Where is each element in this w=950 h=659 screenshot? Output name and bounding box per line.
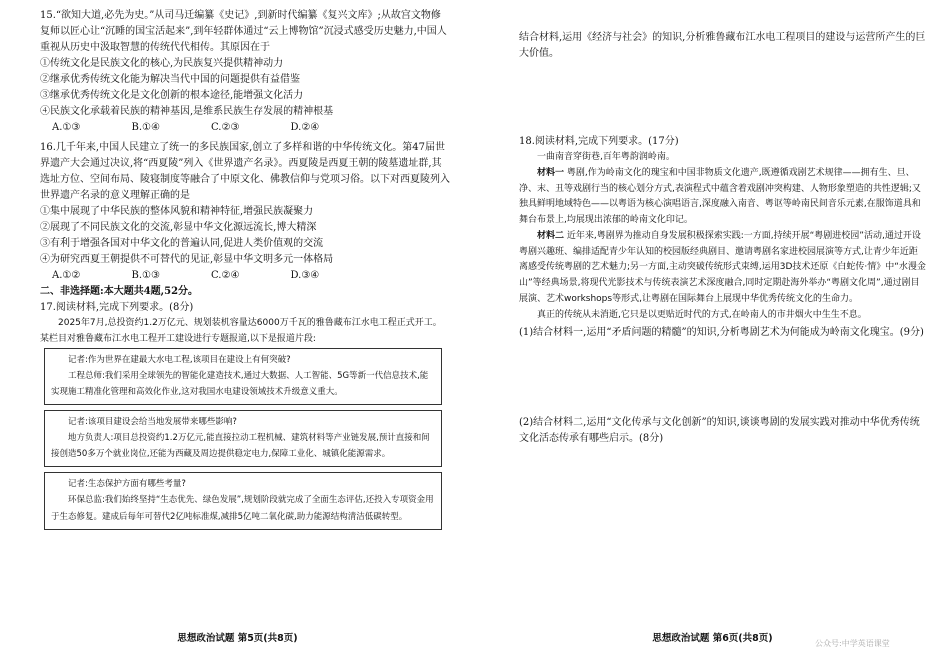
question-16-choice-c[interactable]: C.②④ <box>211 270 240 281</box>
question-18 <box>519 134 926 447</box>
page-5-footer: 思想政治试题 第5页(共8页) <box>177 633 298 644</box>
interview-box-1 <box>44 348 442 405</box>
question-17-task: 结合材料,运用《经济与社会》的知识,分析雅鲁藏布江水电工程项目的建设与运营所产生的巨大价值。 <box>519 32 926 59</box>
material-1-label: 材料一 <box>537 167 565 178</box>
interview-box-1-answer: 工程总师:我们采用全球领先的智能化建造技术,通过大数据、人工智能、5G等新一代信息技术,能实现施工精准化管理和高效化作业,这对我国水电建设领域技术升级意义重大。 <box>51 370 429 397</box>
question-15-choice-c[interactable]: C.②③ <box>211 122 240 133</box>
material-1-text: 粤剧,作为岭南文化的瑰宝和中国非物质文化遗产,既遵循戏剧艺术规律——拥有生、旦、净、末、丑等戏剧行当的核心划分方式,表演程式中蕴含着戏剧冲突构建、人物形象塑造的共性逻辑;又独具鲜明地域特色——以粤语为核心演唱语言,深度融入南音、粤讴等岭南民间音乐元素,在服饰道具和舞台布景上,均展现出浓郁的岭南文化印记。 <box>519 167 921 225</box>
question-15-choices <box>40 120 370 136</box>
interview-box-2-question: 记者:该项目建设会给当地发展带来哪些影响? <box>68 416 237 427</box>
interview-box-3 <box>44 472 442 529</box>
question-18-heading: 18.阅读材料,完成下列要求。(17分) <box>519 136 679 147</box>
question-16-item-4: ④为研究西夏王朝提供不可替代的见证,彰显中华文明多元一体格局 <box>40 254 334 265</box>
question-15-item-4: ④民族文化承载着民族的精神基因,是维系民族生存发展的精神根基 <box>40 106 334 117</box>
interview-box-2-answer: 地方负责人:项目总投资约1.2万亿元,能直接拉动工程机械、建筑材料等产业链发展,预计直接和间接创造50多万个就业岗位,还能为西藏及周边提供稳定电力,保障工业化、城镇化能源需求。 <box>51 433 430 460</box>
question-16-item-3: ③有利于增强各国对中华文化的普遍认同,促进人类价值观的交流 <box>40 238 324 249</box>
interview-box-1-question: 记者:作为世界在建最大水电工程,该项目在建设上有何突破? <box>68 354 291 365</box>
material-2 <box>519 229 926 308</box>
left-column <box>40 8 450 535</box>
question-16-choices <box>40 268 370 284</box>
material-1 <box>519 166 926 229</box>
question-18-subtitle: 一曲南音穿街巷,百年粤韵润岭南。 <box>537 152 675 162</box>
question-16-choice-a[interactable]: A.①② <box>52 270 81 281</box>
question-17 <box>40 300 450 530</box>
question-15-item-3: ③继承优秀传统文化是文化创新的根本途径,能增强文化活力 <box>40 90 304 101</box>
question-16-item-1: ①集中展现了中华民族的整体风貌和精神特征,增强民族凝聚力 <box>40 206 314 217</box>
page-6-footer: 思想政治试题 第6页(共8页) <box>652 633 773 644</box>
question-15-choice-a[interactable]: A.①③ <box>52 122 81 133</box>
question-18-sub-1: (1)结合材料一,运用“矛盾问题的精髓”的知识,分析粤剧艺术为何能成为岭南文化瑰宝。(9分) <box>519 327 924 339</box>
question-15-stem: 15.“欲知大道,必先为史。”从司马迁编纂《史记》,到新时代编纂《复兴文库》;从故宫文物修复师以匠心让“沉睡的国宝活起来”,到年轻群体通过“云上博物馆”沉浸式感受历史魅力,中国人重视从历史中汲取智慧的传统代代相传。其原因在于 <box>40 10 447 53</box>
question-15 <box>40 8 450 136</box>
question-16-item-2: ②展现了不同民族文化的交流,彰显中华文化源远流长,博大精深 <box>40 222 317 233</box>
question-16 <box>40 140 450 284</box>
section-2-heading: 二、非选择题:本大题共4题,52分。 <box>40 286 199 297</box>
question-16-choice-b[interactable]: B.①③ <box>131 270 160 281</box>
material-2-text: 近年来,粤剧界为推动自身发展积极探索实践:一方面,持续开展“粤剧进校园”活动,通过开设粤剧兴趣班、编排适配青少年认知的校园版经典剧目、邀请粤剧名家进校园展演等方式,让青少年近距离感受传统粤剧的艺术魅力;另一方面,主动突破传统形式束缚,运用3D技术还原《白蛇传·情》中“水漫金山”等经典场景,将现代光影技术与传统表演艺术深度融合,同时定期赴海外举办“粤剧文化周”,通过剧目展演、艺术workshops等形式,让粤剧在国际舞台上展现中华优秀传统文化的生命力。 <box>519 230 926 304</box>
question-16-stem: 16.几千年来,中国人民建立了统一的多民族国家,创立了多样和谐的中华传统文化。第47届世界遗产大会通过决议,将“西夏陵”列入《世界遗产名录》。西夏陵是西夏王朝的陵墓遗址群,其选址方位、空间布局、陵寝制度等融合了中原文化、佛教信仰与党项习俗。以下对西夏陵列入世界遗产名录的意义理解正确的是 <box>40 142 450 201</box>
question-18-sub-2: (2)结合材料二,运用“文化传承与文化创新”的知识,谈谈粤剧的发展实践对推动中华优秀传统文化活态传承有哪些启示。(8分) <box>519 417 920 445</box>
question-17-heading: 17.阅读材料,完成下列要求。(8分) <box>40 302 194 313</box>
question-15-choice-d[interactable]: D.②④ <box>290 122 320 133</box>
material-2-label: 材料二 <box>537 230 565 241</box>
question-17-intro: 2025年7月,总投资约1.2万亿元、规划装机容量达6000万千瓦的雅鲁藏布江水电工程正式开工。某栏目对雅鲁藏布江水电工程开工建设进行专题报道,以下是报道片段: <box>40 318 442 344</box>
interview-box-3-question: 记者:生态保护方面有哪些考量? <box>68 479 186 490</box>
right-column <box>519 30 926 447</box>
interview-box-3-answer: 环保总监:我们始终坚持“生态优先、绿色发展”,规划阶段就完成了全面生态评估,还投入专项资金用于生态修复。建成后每年可替代2亿吨标准煤,减排5亿吨二氧化碳,助力能源结构清洁低碳转型。 <box>51 495 434 522</box>
question-15-choice-b[interactable]: B.①④ <box>131 122 160 133</box>
interview-box-2 <box>44 410 442 467</box>
watermark: 公众号:中学英语课堂 <box>815 639 890 648</box>
question-16-choice-d[interactable]: D.③④ <box>290 270 320 281</box>
page-6 <box>475 0 950 659</box>
question-15-item-2: ②继承优秀传统文化能为解决当代中国的问题提供有益借鉴 <box>40 74 300 85</box>
question-15-item-1: ①传统文化是民族文化的核心,为民族复兴提供精神动力 <box>40 58 284 69</box>
material-closing: 真正的传统从未消逝,它只是以更贴近时代的方式,在岭南人的市井烟火中生生不息。 <box>537 309 867 320</box>
